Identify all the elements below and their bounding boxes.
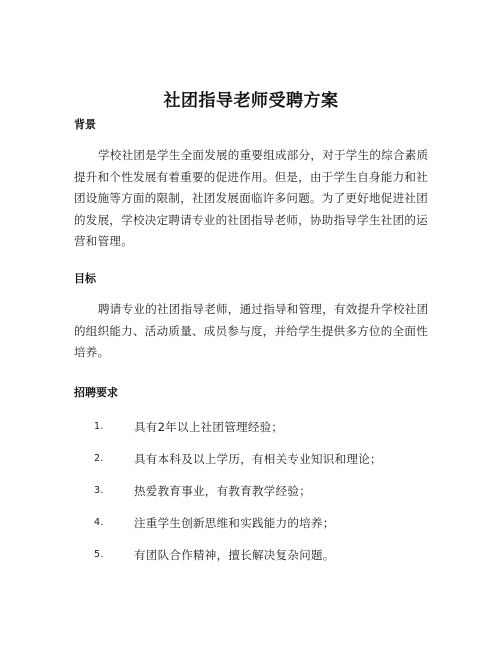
section-goal — [74, 271, 430, 364]
list-item — [74, 451, 430, 467]
section-heading-background: 背景 — [74, 118, 96, 131]
section-text-background: 学校社团是学生全面发展的重要组成部分，对于学生的综合素质提升和个性发展有着重要的促进作用。但是，由于学生自身能力和社团设施等方面的限制，社团发展面临许多问题。为了更好地促进社团的发展，学校决定聘请专业的社团指导老师，协助指导学生社团的运营和管理。 — [74, 148, 429, 248]
section-heading-goal: 目标 — [74, 272, 96, 285]
list-item-number: 2. — [94, 453, 104, 464]
list-item-text: 注重学生创新思维和实践能力的培养； — [134, 516, 335, 530]
list-item-text: 有团队合作精神，擅长解决复杂问题。 — [134, 548, 335, 562]
list-item-number: 1. — [94, 421, 104, 432]
list-item — [74, 419, 430, 435]
list-item-number: 3. — [94, 485, 104, 496]
section-requirements — [74, 385, 430, 401]
section-heading-requirements: 招聘要求 — [74, 386, 118, 399]
document-title: 社团指导老师受聘方案 — [163, 91, 339, 111]
list-item-text: 具有本科及以上学历，有相关专业知识和理论； — [134, 452, 382, 466]
list-item — [74, 547, 430, 563]
section-text-goal: 聘请专业的社团指导老师，通过指导和管理，有效提升学校社团的组织能力、活动质量、成员参与度，并给学生提供多方位的全面性培养。 — [74, 302, 429, 359]
list-item-text: 具有2年以上社团管理经验； — [134, 420, 284, 434]
list-item-number: 4. — [94, 517, 104, 528]
list-item — [74, 515, 430, 531]
list-item — [74, 483, 430, 499]
section-background — [74, 117, 430, 253]
list-item-number: 5. — [94, 549, 104, 560]
requirements-list — [74, 419, 430, 563]
list-item-text: 热爱教育事业，有教育教学经验； — [134, 484, 311, 498]
